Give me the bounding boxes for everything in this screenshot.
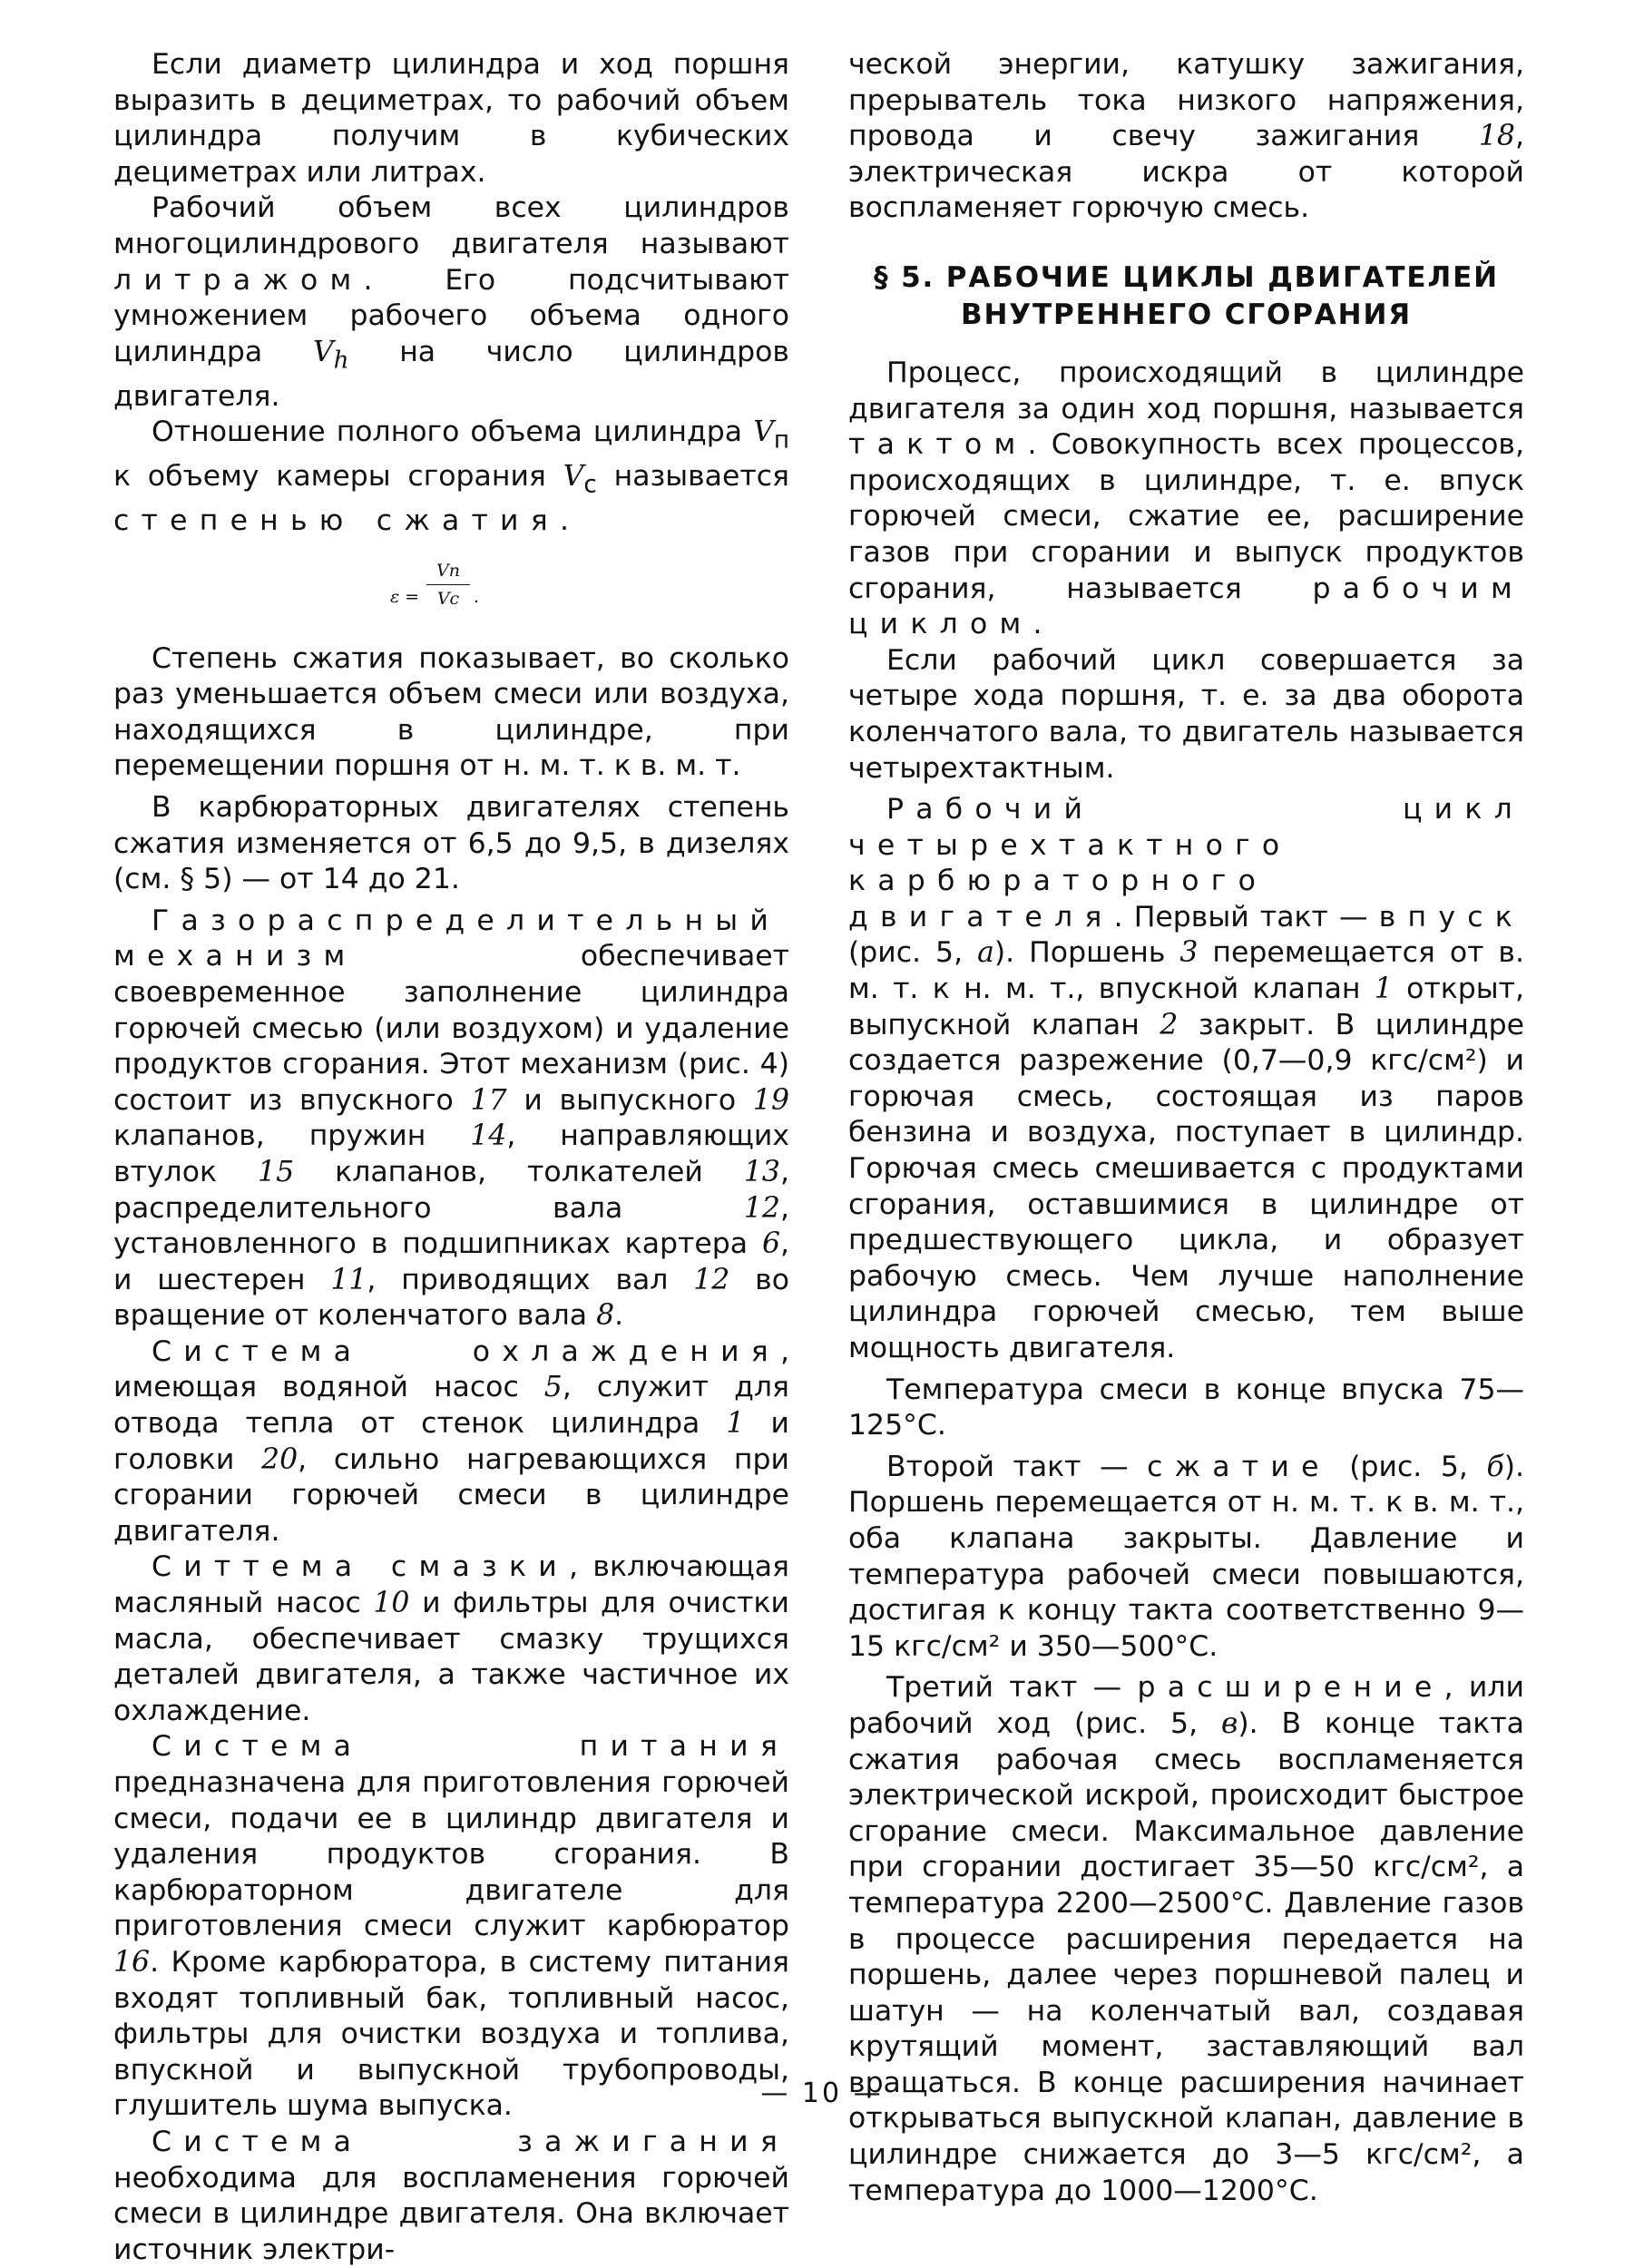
text-segment: , распределительного вала	[113, 1155, 789, 1225]
text-segment: на число цилиндров двигателя.	[113, 335, 789, 413]
term-litrage: литражом	[113, 263, 364, 297]
figure-letter: а	[977, 936, 994, 970]
ref-number: 11	[330, 1263, 367, 1296]
ref-number: 10	[373, 1587, 410, 1620]
ref-number: 16	[113, 1945, 151, 1979]
term-lubrication-system: Ситтема смазки	[152, 1550, 569, 1584]
text-segment: Третий такт —	[886, 1671, 1138, 1705]
figure-letter: в	[1220, 1706, 1238, 1740]
text-segment: , направляющих втулок	[113, 1119, 789, 1188]
term-cooling-system: Система охлаждения	[152, 1334, 780, 1368]
text-segment: необходима для воспламенения горючей смеси в цилиндре двигателя. Она включает источник электри-	[113, 2161, 789, 2266]
text-segment: и фильтры для очистки масла, обеспечивает смазку трущихся деталей двигателя, а также частичное их охлаждение.	[113, 1587, 789, 1727]
ref-number: 17	[470, 1083, 507, 1117]
term-compression: сжатие	[1147, 1450, 1331, 1483]
paragraph-valve-mechanism	[113, 904, 789, 1334]
ref-number: 2	[1160, 1008, 1179, 1041]
term-expansion: расширение	[1137, 1671, 1444, 1705]
paragraph-litrage	[113, 191, 789, 415]
term-stroke: тактом	[848, 428, 1028, 462]
paragraph-compression-stroke	[848, 1450, 1524, 1666]
text-segment: ческой энергии, катушку зажигания, прерыватель тока низкого напряжения, провода и свечу зажигания	[848, 48, 1524, 153]
paragraph-compression-ratio	[113, 415, 789, 539]
text-segment: , сильно нагревающихся при сгорании горючей смеси в цилиндре двигателя.	[113, 1442, 789, 1548]
right-column	[848, 47, 1524, 2209]
ref-number: 8	[596, 1299, 615, 1333]
text-segment: , служит для отвода тепла от стенок цилиндра	[113, 1371, 789, 1441]
left-column	[113, 47, 789, 2268]
text-segment: открыт, выпускной клапан	[848, 973, 1525, 1041]
term-valve-mechanism: Газораспределительный механизм	[113, 904, 781, 973]
paragraph-ignition-continued	[848, 47, 1524, 227]
text-segment: называется	[596, 460, 789, 494]
text-segment: (рис. 5,	[848, 936, 978, 970]
text-segment: Отношение полного объема цилиндра	[152, 415, 754, 449]
fraction-bar	[426, 584, 470, 585]
text-segment: . Кроме карбюратора, в систему питания входят топливный бак, топливный насос, фильтры для очистки воздуха и топлива, впускной и выпускной трубопроводы, глушитель шума выпуска.	[113, 1945, 789, 2123]
formula-numerator: Vп	[436, 560, 460, 581]
term-compression-ratio: степенью сжатия	[113, 504, 560, 538]
subscript-p: п	[773, 426, 789, 455]
text-segment: Процесс, происходящий в цилиндре двигателя за один ход поршня, называется	[848, 356, 1524, 425]
text-segment: перемещается от в. м. т. к н. м. т., впускной клапан	[848, 936, 1525, 1006]
text-segment: , приводящих вал	[367, 1263, 694, 1296]
text-segment: , имеющая водяной насос	[113, 1334, 789, 1404]
text-segment: .	[1032, 608, 1042, 641]
subscript-c: с	[583, 471, 597, 499]
paragraph-fuel-system	[113, 1729, 789, 2125]
text-segment: во вращение от коленчатого вала	[113, 1263, 789, 1333]
ref-number: 5	[543, 1371, 563, 1404]
text-segment: , электрическая искра от которой воспламеняет горючую смесь.	[848, 120, 1524, 225]
term-fuel-system: Система питания	[152, 1730, 789, 1764]
ref-number: 14	[470, 1119, 507, 1153]
ref-number: 1	[1374, 973, 1393, 1006]
formula-fraction	[426, 560, 470, 610]
text-segment: . Его подсчитывают умножением рабочего объема одного цилиндра	[113, 263, 789, 368]
text-segment: ). Поршень перемещается от н. м. т. к в. м. т., оба клапана закрыты. Давление и температура рабочей смеси повышаются, достигая к концу такта соответственно 9—15 кгс/см² и 350—500°С.	[848, 1450, 1524, 1663]
section-heading-line-1: § 5. РАБОЧИЕ ЦИКЛЫ ДВИГАТЕЛЕЙ	[874, 260, 1499, 294]
text-segment: Второй такт —	[886, 1450, 1148, 1483]
ref-number: 18	[1478, 120, 1515, 153]
text-segment: ). В конце такта сжатия рабочая смесь воспламеняется электрической искрой, происходит быстрое сгорание смеси. Максимальное давление при сгорании достигает 35—50 кгс/см², а температура 2200—2500°С. Давление газов в процессе расширения передается на поршень, далее через поршневой палец и шатун — на коленчатый вал, создавая крутящий момент, заставляющий вал вращаться. В конце расширения начинает открываться выпускной клапан, давление в цилиндре снижается до 3—5 кгс/см², а температура до 1000—1200°С.	[848, 1706, 1524, 2207]
formula-period: .	[474, 586, 480, 607]
text-segment: клапанов, толкателей	[294, 1155, 744, 1188]
text-segment: . Совокупность всех процессов, происходящих в цилиндре, т. е. впуск горючей смеси, сжатие ее, расширение газов при сгорании и выпуск продуктов сгорания, называется	[848, 428, 1524, 605]
symbol-v: V	[753, 415, 774, 449]
subscript-h: h	[333, 347, 349, 375]
text-segment: , и шестерен	[113, 1227, 789, 1296]
text-segment: (рис. 5,	[1330, 1450, 1487, 1483]
ref-number: 12	[743, 1191, 780, 1225]
paragraph-stroke-definition	[848, 356, 1524, 643]
section-heading-line-2: ВНУТРЕННЕГО СГОРАНИЯ	[960, 298, 1412, 331]
term-intake: впуск	[1378, 900, 1524, 934]
paragraph-intake-stroke	[848, 792, 1524, 1367]
text-segment: , или рабочий ход (рис. 5,	[848, 1671, 1524, 1740]
paragraph-lubrication-system	[113, 1549, 789, 1729]
text-segment: к объему камеры сгорания	[113, 460, 563, 494]
term-four-stroke-cycle: Рабочий цикл четырехтактного карбюраторного двигателя	[848, 793, 1524, 934]
ref-number: 19	[752, 1083, 790, 1117]
paragraph-ratio-meaning: Степень сжатия показывает, во сколько раз уменьшается объем смеси или воздуха, находящихся в цилиндре, при перемещении поршня от н. м. т. к в. м. т.	[113, 641, 789, 783]
ref-number: 6	[761, 1227, 780, 1261]
ref-number: 12	[693, 1263, 730, 1296]
text-segment: закрыт. В цилиндре создается разрежение (0,7—0,9 кгс/см²) и горючая смесь, состоящая из паров бензина и воздуха, поступает в цилиндр. Горючая смесь смешивается с продуктами сгорания, оставшимися в цилиндре от предшествующего цикла, и образует рабочую смесь. Чем лучше наполнение цилиндра горючей смесью, тем выше мощность двигателя.	[848, 1008, 1524, 1364]
symbol-v: V	[563, 460, 584, 494]
text-segment: предназначена для приготовления горючей смеси, подачи ее в цилиндр двигателя и удаления продуктов сгорания. В карбюраторном двигателе для приготовления смеси служит карбюратор	[113, 1766, 789, 1943]
paragraph-expansion-stroke	[848, 1670, 1524, 2209]
text-segment: и выпускного	[506, 1083, 753, 1117]
ref-number: 3	[1179, 936, 1199, 970]
paragraph-cooling-system	[113, 1334, 789, 1550]
text-segment: .	[614, 1299, 624, 1333]
paragraph-four-stroke: Если рабочий цикл совершается за четыре хода поршня, т. е. за два оборота коленчатого вала, то двигатель называется четырехтактным.	[848, 643, 1524, 785]
text-segment: , включающая масляный насос	[113, 1550, 790, 1620]
ref-number: 15	[258, 1155, 295, 1188]
text-segment: , установленного в подшипниках картера	[113, 1191, 789, 1261]
text-segment: ). Поршень	[993, 936, 1180, 970]
text-segment: клапанов, пружин	[113, 1119, 471, 1153]
text-segment: . Первый такт —	[1113, 900, 1379, 934]
compression-ratio-formula	[113, 540, 789, 641]
page-number: — 10 —	[760, 2077, 884, 2109]
formula-denominator: Vс	[436, 588, 460, 609]
text-segment: обеспечивает своевременное заполнение цилиндра горючей смесью (или воздухом) и удаление продуктов сгорания. Этот механизм (рис. 4) состоит из впускного	[113, 940, 789, 1117]
ref-number: 1	[726, 1407, 745, 1441]
text-segment: и головки	[113, 1407, 789, 1476]
section-heading	[848, 259, 1524, 334]
paragraph-ratio-values: В карбюраторных двигателях степень сжатия изменяется от 6,5 до 9,5, в дизелях (см. § 5) — от 14 до 21.	[113, 790, 789, 896]
figure-letter: б	[1486, 1450, 1504, 1483]
symbol-v: V	[312, 335, 334, 368]
paragraph-diameter: Если диаметр цилиндра и ход поршня выразить в дециметрах, то рабочий объем цилиндра получим в кубических дециметрах или литрах.	[113, 48, 789, 189]
formula-lhs: ε =	[390, 586, 420, 607]
paragraph-ignition-system	[113, 2125, 789, 2268]
paragraph-intake-temperature: Температура смеси в конце впуска 75—125°С.	[848, 1373, 1524, 1442]
ref-number: 13	[743, 1155, 780, 1188]
text-segment: Рабочий объем всех цилиндров многоцилиндрового двигателя называют	[113, 191, 789, 260]
term-working-cycle: рабочим циклом	[848, 572, 1524, 641]
text-segment: .	[559, 504, 569, 538]
ref-number: 20	[261, 1442, 298, 1476]
term-ignition-system: Система зажигания	[152, 2125, 789, 2158]
